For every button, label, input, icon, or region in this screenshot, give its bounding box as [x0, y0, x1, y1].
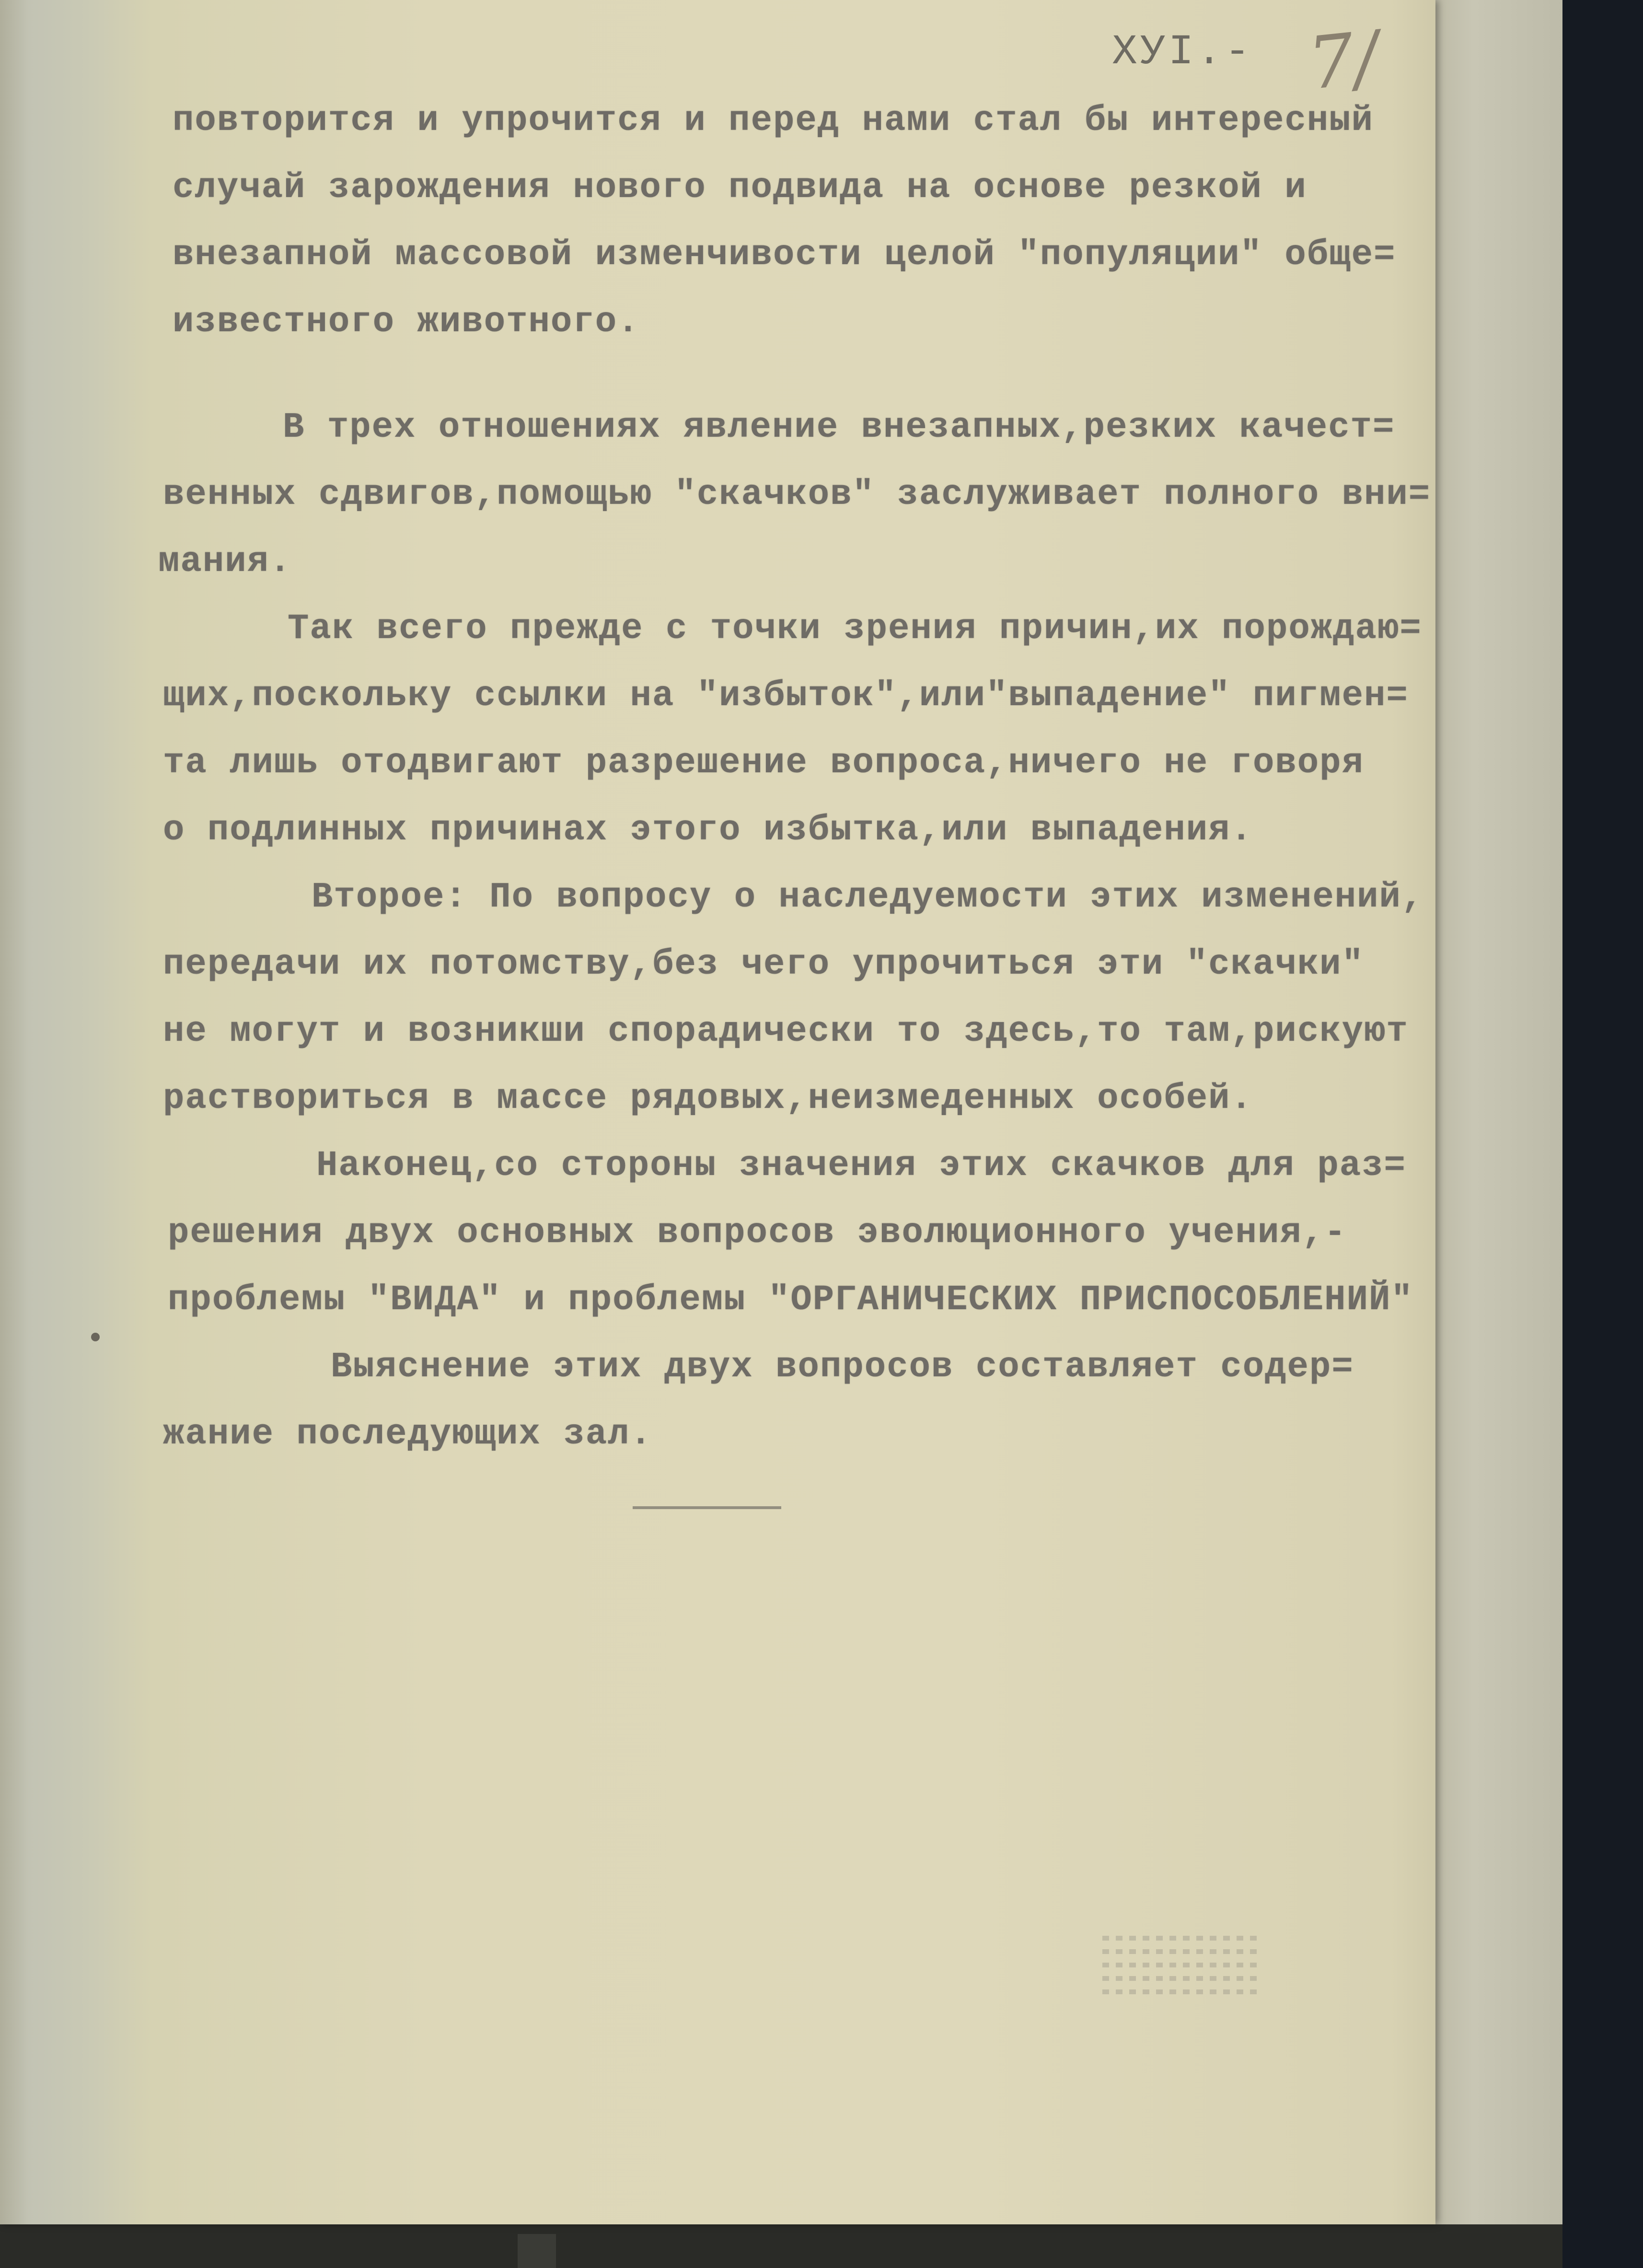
- text-line: случай зарождения нового подвида на основе резкой и: [173, 168, 1307, 208]
- text-line: В трех отношениях явление внезапных,резких качест=: [283, 407, 1395, 448]
- handwritten-page-number: 7/: [1304, 15, 1383, 106]
- paper-fragment: [518, 2234, 556, 2268]
- text-line: внезапной массовой изменчивости целой "популяции" обще=: [173, 235, 1396, 275]
- page-header: XУI.-: [1112, 29, 1253, 76]
- section-divider: [633, 1506, 781, 1509]
- text-line: щих,поскольку ссылки на "избыток",или"выпадение" пигмен=: [163, 676, 1409, 716]
- text-line: передачи их потомству,без чего упрочиться эти "скачки": [163, 944, 1364, 985]
- faded-stamp-marks: [1102, 1927, 1261, 2033]
- dark-background-right: [1562, 0, 1643, 2268]
- background-sheet: [1414, 0, 1562, 2268]
- text-line: решения двух основных вопросов эволюционного учения,-: [168, 1213, 1347, 1253]
- paper-speck: [91, 1333, 100, 1341]
- text-line: жание последующих зал.: [163, 1414, 652, 1454]
- text-line: известного животного.: [173, 302, 640, 342]
- text-line: Так всего прежде с точки зрения причин,их порождаю=: [288, 609, 1422, 649]
- text-line: мания.: [158, 542, 292, 582]
- dark-background-bottom: [0, 2224, 1562, 2268]
- text-line: повторится и упрочится и перед нами стал бы интересный: [173, 101, 1374, 141]
- text-line: проблемы "ВИДА" и проблемы "ОРГАНИЧЕСКИХ ПРИСПОСОБЛЕНИЙ": [168, 1280, 1413, 1320]
- text-line: венных сдвигов,помощью "скачков" заслуживает полного вни=: [163, 475, 1431, 515]
- text-line: не могут и возникши спорадически то здесь,то там,рискуют: [163, 1012, 1409, 1052]
- text-line: о подлинных причинах этого избытка,или выпадения.: [163, 810, 1253, 850]
- text-line: Второе: По вопросу о наследуемости этих изменений,: [312, 877, 1424, 918]
- text-line: та лишь отодвигают разрешение вопроса,ничего не говоря: [163, 743, 1364, 783]
- text-line: раствориться в массе рядовых,неизмеденных особей.: [163, 1079, 1253, 1119]
- text-line: Наконец,со стороны значения этих скачков для раз=: [316, 1146, 1406, 1186]
- text-line: Выяснение этих двух вопросов составляет содер=: [331, 1347, 1354, 1387]
